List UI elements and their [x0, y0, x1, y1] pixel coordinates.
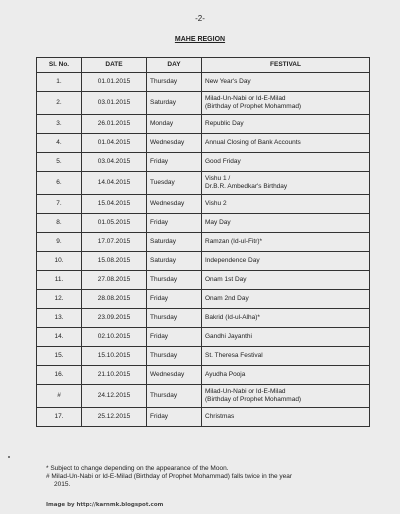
cell-festival	[202, 252, 370, 271]
table-row	[37, 309, 370, 328]
table-row	[37, 153, 370, 172]
table-row	[37, 328, 370, 347]
cell-festival	[202, 153, 370, 172]
festival-line-1: Republic Day	[205, 120, 244, 128]
header-festival: FESTIVAL	[202, 58, 370, 73]
cell-sl-no: 15.	[37, 347, 82, 366]
cell-date: 03.01.2015	[82, 92, 147, 115]
festival-line-1: Bakrid (Id-ul-Alha)*	[205, 314, 260, 322]
cell-day: Saturday	[147, 92, 202, 115]
table-row	[37, 233, 370, 252]
cell-sl-no: 17.	[37, 408, 82, 427]
scan-speck	[8, 456, 10, 458]
table-row	[37, 73, 370, 92]
cell-festival	[202, 92, 370, 115]
cell-sl-no: 13.	[37, 309, 82, 328]
cell-festival	[202, 408, 370, 427]
cell-date: 15.08.2015	[82, 252, 147, 271]
cell-festival	[202, 214, 370, 233]
festival-line-1: Good Friday	[205, 158, 241, 166]
cell-festival	[202, 366, 370, 385]
festival-line-1: Onam 2nd Day	[205, 295, 249, 303]
cell-sl-no: 16.	[37, 366, 82, 385]
footnote-moon: * Subject to change depending on the appearance of the Moon.	[46, 465, 229, 472]
festival-line-1: Christmas	[205, 413, 235, 421]
festival-line-1: New Year's Day	[205, 78, 251, 86]
cell-date: 27.08.2015	[82, 271, 147, 290]
cell-sl-no: 7.	[37, 195, 82, 214]
cell-sl-no: 5.	[37, 153, 82, 172]
table-row	[37, 271, 370, 290]
cell-festival	[202, 134, 370, 153]
cell-sl-no: 3.	[37, 115, 82, 134]
table-row	[37, 214, 370, 233]
cell-day: Wednesday	[147, 134, 202, 153]
festival-line-1: Annual Closing of Bank Accounts	[205, 139, 301, 147]
cell-day: Friday	[147, 290, 202, 309]
cell-day: Friday	[147, 328, 202, 347]
festival-line-1: Ramzan (Id-ul-Fitr)*	[205, 238, 263, 246]
cell-festival	[202, 195, 370, 214]
footnote-year: 2015.	[54, 481, 71, 489]
cell-festival	[202, 73, 370, 92]
footnotes	[46, 465, 376, 489]
cell-day: Thursday	[147, 347, 202, 366]
cell-date: 01.04.2015	[82, 134, 147, 153]
table-row	[37, 385, 370, 408]
cell-day: Thursday	[147, 385, 202, 408]
cell-day: Saturday	[147, 252, 202, 271]
cell-date: 25.12.2015	[82, 408, 147, 427]
festival-line-1: Onam 1st Day	[205, 276, 247, 284]
table-row	[37, 134, 370, 153]
cell-day: Saturday	[147, 233, 202, 252]
festival-line-1: Gandhi Jayanthi	[205, 333, 252, 341]
cell-day: Friday	[147, 153, 202, 172]
cell-date: 23.09.2015	[82, 309, 147, 328]
festival-line-1: Ayudha Pooja	[205, 371, 246, 379]
cell-date: 03.04.2015	[82, 153, 147, 172]
holiday-table	[36, 57, 370, 427]
cell-date: 01.01.2015	[82, 73, 147, 92]
cell-festival	[202, 328, 370, 347]
image-credit: Image by http://karnmk.blogspot.com	[46, 502, 164, 508]
festival-line-1: St. Theresa Festival	[205, 352, 263, 360]
cell-day: Thursday	[147, 309, 202, 328]
cell-date: 15.10.2015	[82, 347, 147, 366]
cell-sl-no: 1.	[37, 73, 82, 92]
cell-sl-no: #	[37, 385, 82, 408]
cell-date: 14.04.2015	[82, 172, 147, 195]
cell-day: Thursday	[147, 271, 202, 290]
cell-sl-no: 2.	[37, 92, 82, 115]
cell-festival	[202, 309, 370, 328]
cell-sl-no: 8.	[37, 214, 82, 233]
festival-line-1: Milad-Un-Nabi or Id-E-Milad	[205, 388, 286, 396]
table-row	[37, 92, 370, 115]
cell-date: 21.10.2015	[82, 366, 147, 385]
cell-date: 15.04.2015	[82, 195, 147, 214]
header-sl-no: Sl. No.	[37, 58, 82, 73]
cell-sl-no: 6.	[37, 172, 82, 195]
cell-day: Tuesday	[147, 172, 202, 195]
cell-date: 02.10.2015	[82, 328, 147, 347]
table-row	[37, 347, 370, 366]
table-row	[37, 290, 370, 309]
header-day: DAY	[147, 58, 202, 73]
cell-festival	[202, 290, 370, 309]
cell-date: 01.05.2015	[82, 214, 147, 233]
region-title: MAHE REGION	[174, 36, 226, 43]
footnote-milad: # Milad-Un-Nabi or Id-E-Milad (Birthday of Prophet Mohammad) falls twice in the year	[46, 473, 293, 481]
cell-date: 26.01.2015	[82, 115, 147, 134]
cell-day: Friday	[147, 214, 202, 233]
table-row	[37, 195, 370, 214]
festival-line-2: (Birthday of Prophet Mohammad)	[205, 103, 302, 110]
cell-festival	[202, 347, 370, 366]
festival-line-1: May Day	[205, 219, 231, 227]
page-number: -2-	[195, 14, 205, 23]
cell-day: Thursday	[147, 73, 202, 92]
cell-festival	[202, 271, 370, 290]
cell-day: Monday	[147, 115, 202, 134]
table-row	[37, 366, 370, 385]
cell-day: Friday	[147, 408, 202, 427]
table-body	[37, 73, 370, 427]
cell-day: Wednesday	[147, 195, 202, 214]
festival-line-1: Vishu 2	[205, 200, 227, 208]
festival-line-1: Milad-Un-Nabi or Id-E-Milad	[205, 95, 286, 103]
table-row	[37, 172, 370, 195]
cell-festival	[202, 233, 370, 252]
table-header-row	[37, 58, 370, 73]
cell-sl-no: 9.	[37, 233, 82, 252]
cell-festival	[202, 172, 370, 195]
cell-sl-no: 14.	[37, 328, 82, 347]
cell-festival	[202, 115, 370, 134]
cell-date: 17.07.2015	[82, 233, 147, 252]
header-date: DATE	[82, 58, 147, 73]
festival-line-1: Vishu 1 /	[205, 175, 231, 183]
cell-date: 28.08.2015	[82, 290, 147, 309]
festival-line-1: Independence Day	[205, 257, 260, 265]
cell-sl-no: 11.	[37, 271, 82, 290]
festival-line-2: (Birthday of Prophet Mohammad)	[205, 396, 302, 403]
cell-sl-no: 10.	[37, 252, 82, 271]
table-row	[37, 115, 370, 134]
cell-date: 24.12.2015	[82, 385, 147, 408]
table-row	[37, 252, 370, 271]
cell-day: Wednesday	[147, 366, 202, 385]
cell-sl-no: 4.	[37, 134, 82, 153]
festival-line-2: Dr.B.R. Ambedkar's Birthday	[205, 183, 288, 190]
cell-sl-no: 12.	[37, 290, 82, 309]
cell-festival	[202, 385, 370, 408]
table-row	[37, 408, 370, 427]
